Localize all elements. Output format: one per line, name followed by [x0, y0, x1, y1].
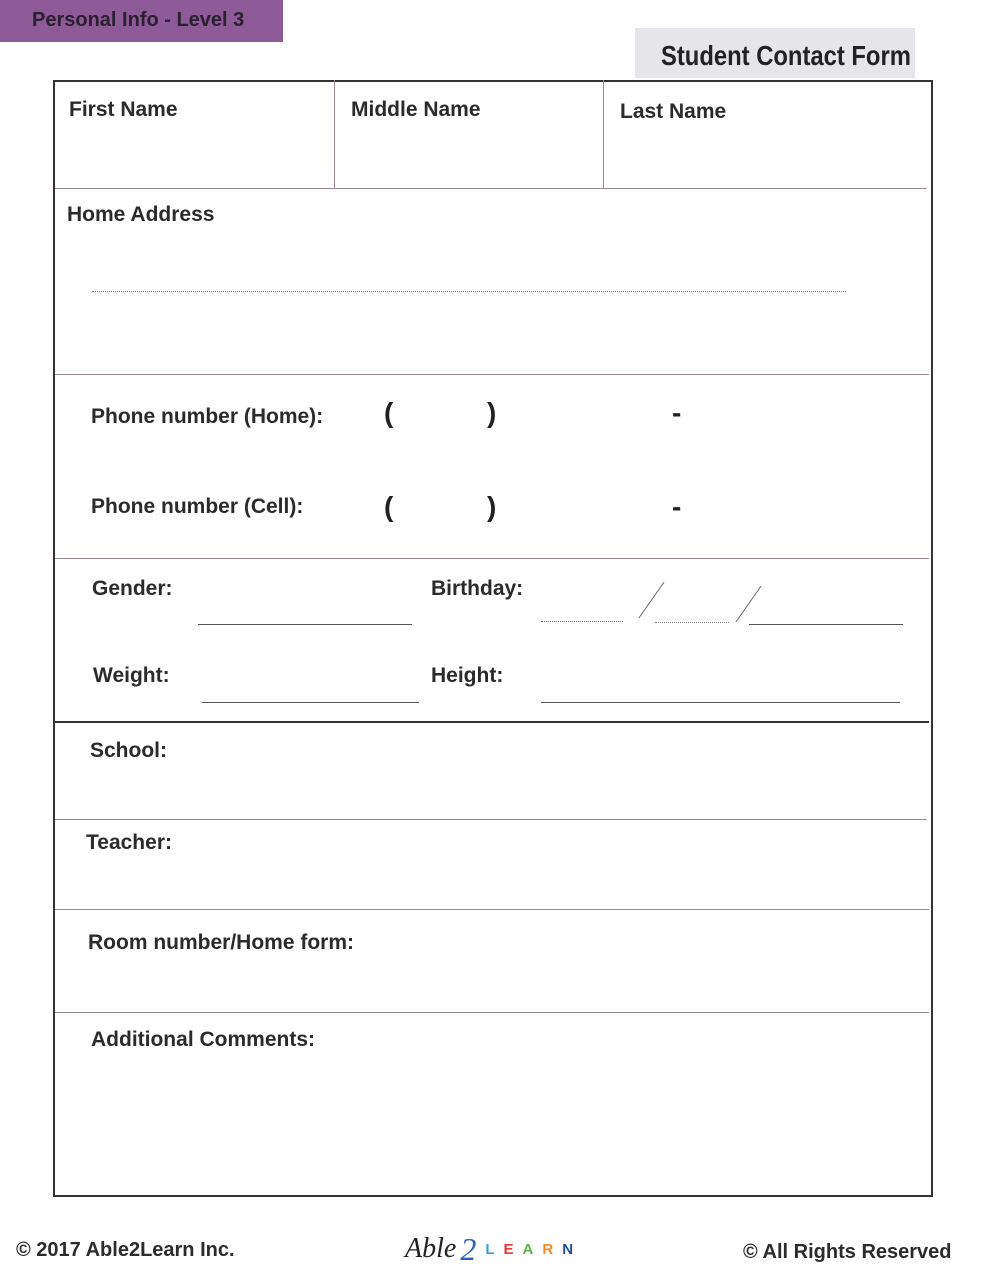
teacher-label: Teacher: [86, 831, 172, 854]
paren-close: ) [487, 397, 497, 428]
divider [603, 80, 604, 188]
paren-open: ( [384, 397, 394, 428]
school-label: School: [90, 739, 167, 762]
divider [55, 721, 929, 723]
height-field[interactable] [541, 702, 900, 703]
divider [334, 80, 335, 188]
phone-home-label: Phone number (Home): [91, 405, 324, 428]
logo-letter: N [562, 1240, 574, 1258]
phone-cell-label: Phone number (Cell): [91, 495, 304, 518]
middle-name-field[interactable] [340, 130, 598, 182]
phone-dash: - [672, 397, 682, 428]
height-label: Height: [431, 664, 504, 687]
logo-letter: A [522, 1240, 534, 1258]
first-name-label: First Name [69, 98, 178, 121]
level-tag-text: Personal Info - Level 3 [32, 9, 245, 31]
form-title-box [635, 28, 915, 78]
paren-open: ( [384, 491, 394, 522]
form-title: Student Contact Form [661, 40, 911, 71]
divider [55, 1012, 929, 1013]
divider [55, 188, 927, 189]
phone-cell-field[interactable] [400, 490, 800, 530]
last-name-field[interactable] [610, 132, 920, 182]
able2learn-logo [405, 1225, 573, 1273]
phone-home-field[interactable] [400, 398, 800, 438]
home-address-line[interactable] [92, 291, 846, 292]
home-address-label: Home Address [67, 203, 215, 226]
logo-letter: E [503, 1240, 514, 1258]
divider [55, 374, 929, 375]
weight-field[interactable] [202, 702, 419, 703]
logo-letter: L [485, 1240, 495, 1258]
logo-script: Able [405, 1233, 457, 1264]
first-name-field[interactable] [60, 130, 328, 182]
birthday-day-field[interactable] [655, 622, 729, 623]
school-field[interactable] [60, 770, 920, 814]
gender-label: Gender: [92, 577, 173, 600]
teacher-field[interactable] [60, 862, 920, 904]
birthday-year-field[interactable] [749, 624, 903, 625]
last-name-label: Last Name [620, 100, 727, 123]
paren-close: ) [487, 491, 497, 522]
comments-label: Additional Comments: [91, 1028, 315, 1051]
middle-name-label: Middle Name [351, 98, 481, 121]
birthday-month-field[interactable] [541, 621, 623, 622]
weight-label: Weight: [93, 664, 170, 687]
logo-two: 2 [460, 1230, 477, 1267]
room-field[interactable] [60, 962, 920, 1006]
logo-letter: R [542, 1240, 554, 1258]
phone-dash: - [672, 491, 682, 522]
level-tag [0, 0, 283, 42]
comments-field[interactable] [60, 1062, 920, 1187]
room-label: Room number/Home form: [88, 931, 355, 954]
copyright-text: © 2017 Able2Learn Inc. [16, 1239, 235, 1261]
birthday-label: Birthday: [431, 577, 524, 600]
divider [55, 819, 927, 820]
rights-text: © All Rights Reserved [743, 1241, 952, 1263]
gender-field[interactable] [198, 624, 412, 625]
divider [55, 909, 929, 910]
divider [55, 558, 929, 559]
